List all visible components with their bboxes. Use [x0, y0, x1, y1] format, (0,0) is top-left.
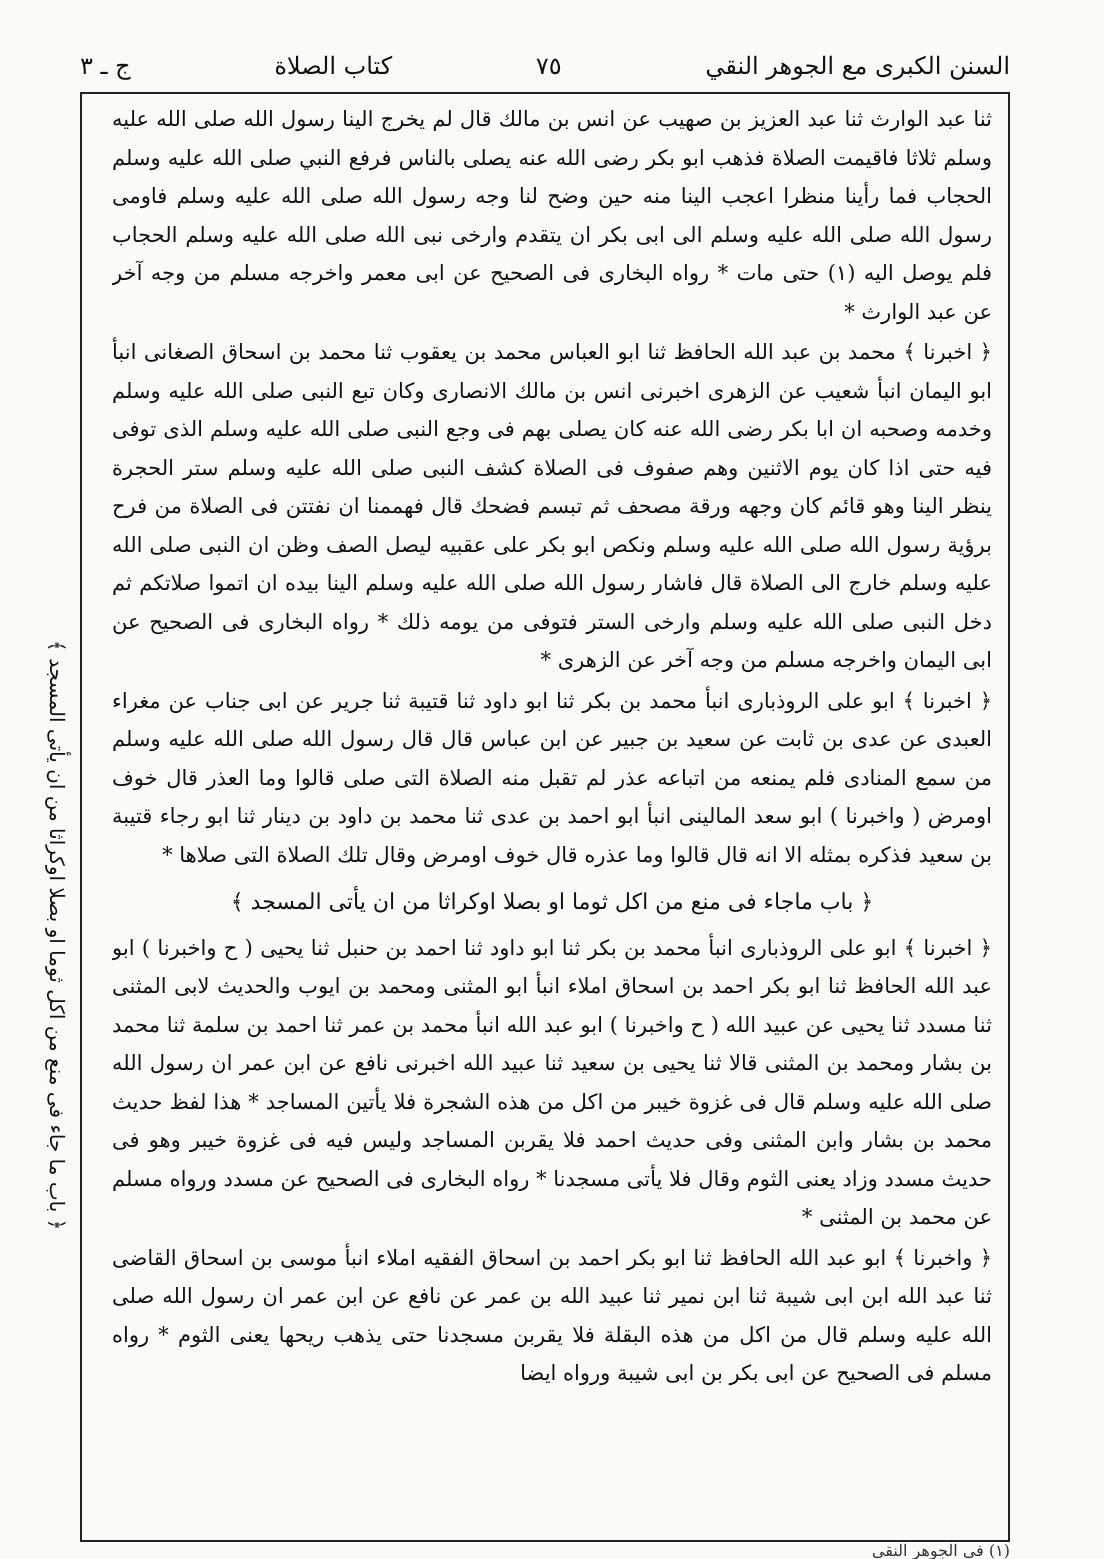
page-number: ٧٥ [535, 52, 562, 80]
page-header [80, 48, 1010, 84]
footnote: (١) فى الجوهر النقى [871, 1542, 1010, 1559]
main-text [112, 100, 992, 1540]
chapter-title: كتاب الصلاة [274, 52, 393, 80]
volume-part: ج ـ ٣ [80, 52, 131, 80]
paragraph: ﴿ واخبرنا ﴾ ابو عبد الله الحافظ ثنا ابو بكر احمد بن اسحاق الفقيه املاء انبأ موسى بن اسحاق القاضى ثنا عبد الله ابن ابى شيبة ثنا ابن نمير ثنا عبيد الله بن عمر عن نافع عن ابن عمر ان رسول الله صلى الله عليه وسلم قال من اكل من هذه البقلة فلا يقربن مسجدنا حتى يذهب ريحها يعنى الثوم * رواه مسلم فى الصحيح عن ابى بكر بن ابى شيبة ورواه ايضا [112, 1245, 992, 1385]
paragraph: ﴿ اخبرنا ﴾ ابو على الروذبارى انبأ محمد بن بكر ثنا ابو داود ثنا احمد بن حنبل ثنا يحيى ( ح واخبرنا ) ابو عبد الله الحافظ ثنا ابو بكر احمد بن اسحاق املاء انبأ ابو المثنى ومحمد بن ايوب والحديث لابى المثنى ثنا مسدد ثنا يحيى عن عبيد الله ( ح واخبرنا ) ابو عبد الله انبأ محمد بن عمر ثنا احمد بن سلمة ثنا محمد بن بشار ومحمد بن المثنى قالا ثنا يحيى بن سعيد ثنا عبيد الله اخبرنى نافع عن ابن عمر ان رسول الله صلى الله عليه وسلم قال فى غزوة خيبر من اكل من هذه الشجرة فلا يأتين المساجد * هذا لفظ حديث محمد بن بشار وابن المثنى وفى حديث احمد فلا يقربن المساجد وليس فيه فى غزوة خيبر وهو فى حديث مسدد وزاد يعنى الثوم وقال فلا يأتى مسجدنا * رواه البخارى فى الصحيح عن مسدد ورواه مسلم عن محمد بن المثنى * [112, 935, 992, 1229]
paragraph: ﴿ اخبرنا ﴾ ابو على الروذبارى انبأ محمد بن بكر ثنا ابو داود ثنا قتيبة ثنا جرير عن ابى جناب عن مغراء العبدى عن عدى بن ثابت عن سعيد بن جبير عن ابن عباس قال قال رسول الله صلى الله عليه وسلم من سمع المنادى فلم يمنعه من اتباعه عذر لم تقبل منه الصلاة التى صلى قالوا وما العذر قال خوف اومرض ( واخبرنا ) ابو سعد المالينى انبأ ابو احمد بن عدى ثنا محمد بن داود بن دينار ثنا ابو رجاء قتيبة بن سعيد فذكره بمثله الا انه قال قالوا وما عذره قال خوف اومرض وقال تلك الصلاة التى صلاها * [112, 688, 992, 867]
section-heading: ﴿ باب ماجاء فى منع من اكل ثوما او بصلا اوكراثا من ان يأتى المسجد ﴾ [230, 890, 874, 915]
book-title: السنن الكبرى مع الجوهر النقي [705, 52, 1010, 80]
paragraph: ثنا عبد الوارث ثنا عبد العزيز بن صهيب عن انس بن مالك قال لم يخرج الينا رسول الله صلى الله عليه وسلم ثلاثا فاقيمت الصلاة فذهب ابو بكر رضى الله عنه يصلى بالناس فرفع النبي صلى الله عليه وسلم الحجاب فما رأينا منظرا اعجب الينا منه حين وضح لنا وجه رسول الله صلى الله عليه وسلم فاومى رسول الله صلى الله عليه وسلم الى ابى بكر ان يتقدم وارخى نبى الله صلى الله عليه وسلم الحجاب فلم يوصل اليه (١) حتى مات * رواه البخارى فى الصحيح عن ابى معمر واخرجه مسلم من وجه آخر عن عبد الوارث * [112, 107, 992, 324]
paragraph: ﴿ اخبرنا ﴾ محمد بن عبد الله الحافظ ثنا ابو العباس محمد بن يعقوب ثنا محمد بن اسحاق الصغانى انبأ ابو اليمان انبأ شعيب عن الزهرى اخبرنى انس بن مالك الانصارى وكان تبع النبى صلى الله عليه وسلم وخدمه وصحبه ان ابا بكر رضى الله عنه كان يصلى بهم فى وجع النبى صلى الله عليه وسلم الذى توفى فيه حتى اذا كان يوم الاثنين وهم صفوف فى الصلاة كشف النبى صلى الله عليه وسلم ستر الحجرة ينظر الينا وهو قائم كان وجهه ورقة مصحف ثم تبسم فضحك قال فهممنا ان نفتتن فى الصلاة من فرح برؤية رسول الله صلى الله عليه وسلم ونكص ابو بكر على عقبيه ليصل الصف وظن ان النبى صلى الله عليه وسلم خارج الى الصلاة قال فاشار رسول الله صلى الله عليه وسلم الينا بيده ان اتموا صلاتكم ثم دخل النبى صلى الله عليه وسلم وارخى الستر فتوفى من يومه ذلك * رواه البخارى فى الصحيح عن ابى اليمان واخرجه مسلم من وجه آخر عن الزهرى * [112, 340, 992, 672]
margin-note: ﴿ باب ما جاء فى منع من اكل ثوما او بصلا اوكراثا من ان يأتى المسجد ﴾ [45, 639, 69, 1230]
